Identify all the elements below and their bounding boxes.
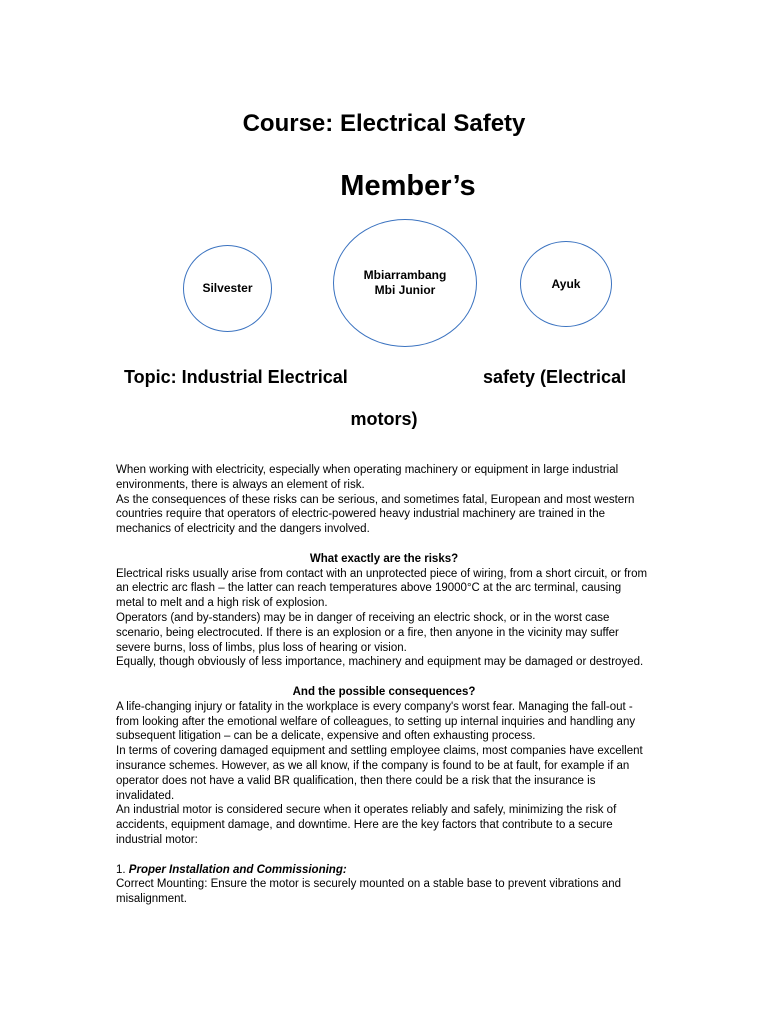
risks-heading: What exactly are the risks? (309, 552, 459, 565)
topic-heading-part1: Topic: Industrial Electrical (124, 367, 348, 387)
consequences-paragraph: An industrial motor is considered secure when it operates reliably and safely, minimizing the risk of accidents, equipment damage, and downtime. Here are the key factors that contribute to a secure industrial motor: (116, 804, 617, 846)
member-name-line2: Mbi Junior (374, 283, 436, 297)
list-item-number: 1. (116, 863, 129, 876)
member-name: Ayuk (551, 276, 581, 291)
document-body (116, 463, 652, 907)
member-name (364, 268, 447, 298)
consequences-heading: And the possible consequences? (292, 685, 476, 698)
list-item-text: Correct Mounting: Ensure the motor is securely mounted on a stable base to prevent vibrations and misalignment. (116, 878, 621, 906)
member-name: Silvester (202, 281, 253, 295)
course-title: Course: Electrical Safety (242, 110, 526, 137)
risks-paragraph: Electrical risks usually arise from contact with an unprotected piece of wiring, from a short circuit, or from an electric arc flash – the latter can reach temperatures above 19000°C at the arc terminal, causing metal to melt and a high risk of explosion. (116, 567, 648, 610)
member-name-line1: Mbiarrambang (363, 268, 447, 282)
consequences-paragraph: In terms of covering damaged equipment and settling employee claims, most companies have excellent insurance schemes. However, as we all know, if the company is found to be at fault, for example if an operator does not have a valid BR qualification, then there could be a risk that the insurance is invalidated. (116, 745, 643, 802)
intro-paragraph: As the consequences of these risks can be serious, and sometimes fatal, European and most western countries require that operators of electric-powered heavy industrial machinery are trained in the mechanics of electricity and the dangers involved. (116, 493, 635, 536)
member-circle-ayuk (520, 241, 612, 327)
member-circle-mbiarrambang (333, 219, 477, 347)
consequences-paragraph: A life-changing injury or fatality in the workplace is every company's worst fear. Managing the fall-out - from looking after the emotional welfare of colleagues, to setting up internal inquiries and handling any subsequent litigation – can be a delicate, expensive and often exhausting process. (116, 700, 636, 743)
risks-paragraph: Equally, though obviously of less importance, machinery and equipment may be damaged or destroyed. (116, 656, 644, 669)
members-title: Member’s (340, 170, 476, 202)
topic-heading-part3: motors) (350, 409, 418, 429)
intro-paragraph: When working with electricity, especially when operating machinery or equipment in large industrial environments, there is always an element of risk. (116, 464, 619, 491)
list-item-title: Proper Installation and Commissioning: (128, 863, 347, 876)
topic-heading-part2: safety (Electrical (483, 367, 627, 387)
risks-paragraph: Operators (and by-standers) may be in danger of receiving an electric shock, or in the worst case scenario, being electrocuted. If there is an explosion or a fire, then anyone in the vicinity may suffer severe burns, loss of limbs, plus loss of hearing or vision. (116, 611, 619, 654)
list-item-heading (116, 863, 652, 878)
member-circle-silvester (183, 245, 272, 332)
